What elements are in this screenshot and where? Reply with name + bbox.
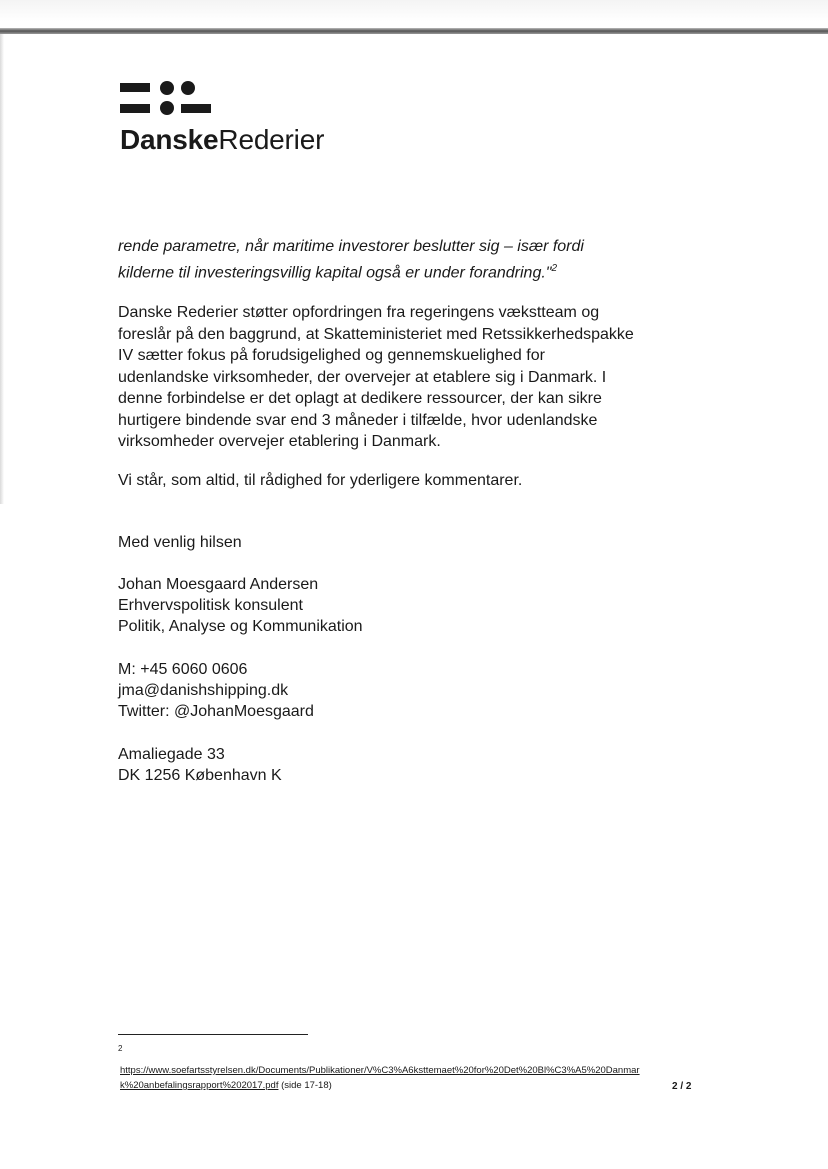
quote-text: rende parametre, når maritime investorer beslutter sig – især fordi kilderne til investeringsvillig kapital også er under forandring." [118,238,584,281]
address-street: Amaliegade 33 [118,746,225,763]
signer-department: Politik, Analyse og Kommunikation [118,618,363,635]
footnote-link[interactable]: https://www.soefartsstyrelsen.dk/Documents/Publikationer/V%C3%A6ksttemaet%20for%20Det%20Bl%C3%A5%20Danmark%20anbefalingsrapport%202017.pdf [120,1065,640,1091]
logo-text-light: Rederier [218,124,325,155]
footnote-suffix: (side 17-18) [278,1080,332,1091]
contact-email[interactable]: jma@danishshipping.dk [118,682,289,699]
signer-name: Johan Moesgaard Andersen [118,576,319,593]
danske-rederier-logo [120,78,324,156]
logo-text-bold: Danske [120,124,219,155]
quote-paragraph [118,236,638,283]
footnote-text [120,1063,650,1093]
contact-phone: M: +45 6060 0606 [118,661,248,678]
scan-edge-left [0,34,4,504]
logo-wordmark [120,124,324,156]
signer-title: Erhvervspolitisk konsulent [118,597,303,614]
page-number: 2 / 2 [672,1081,692,1092]
logo-mark-icon [120,78,212,114]
closing-greeting: Med venlig hilsen [118,534,242,551]
footnote-number: 2 [118,1044,123,1053]
body-paragraph-1: Danske Rederier støtter opfordringen fra regeringens vækstteam og foreslår på den baggrund, at Skatteministeriet med Retssikkerhedspakke IV sætter fokus på forudsigelighed og gennemskuelighed for udenlandske virksomheder, der overvejer at etablere sig i Danmark. I denne forbindelse er det oplagt at dedikere ressourcer, der kan sikre hurtigere bindende svar end 3 måneder i tilfælde, hvor udenlandske virksomheder overvejer etablering i Danmark. [118,304,634,450]
body-paragraph-2: Vi står, som altid, til rådighed for yderligere kommentarer. [118,472,523,489]
footnote-reference: 2 [551,262,558,274]
scan-border-line [0,28,828,34]
footnote-divider [118,1034,308,1035]
address-city: DK 1256 København K [118,767,282,784]
contact-twitter[interactable]: Twitter: @JohanMoesgaard [118,703,314,720]
